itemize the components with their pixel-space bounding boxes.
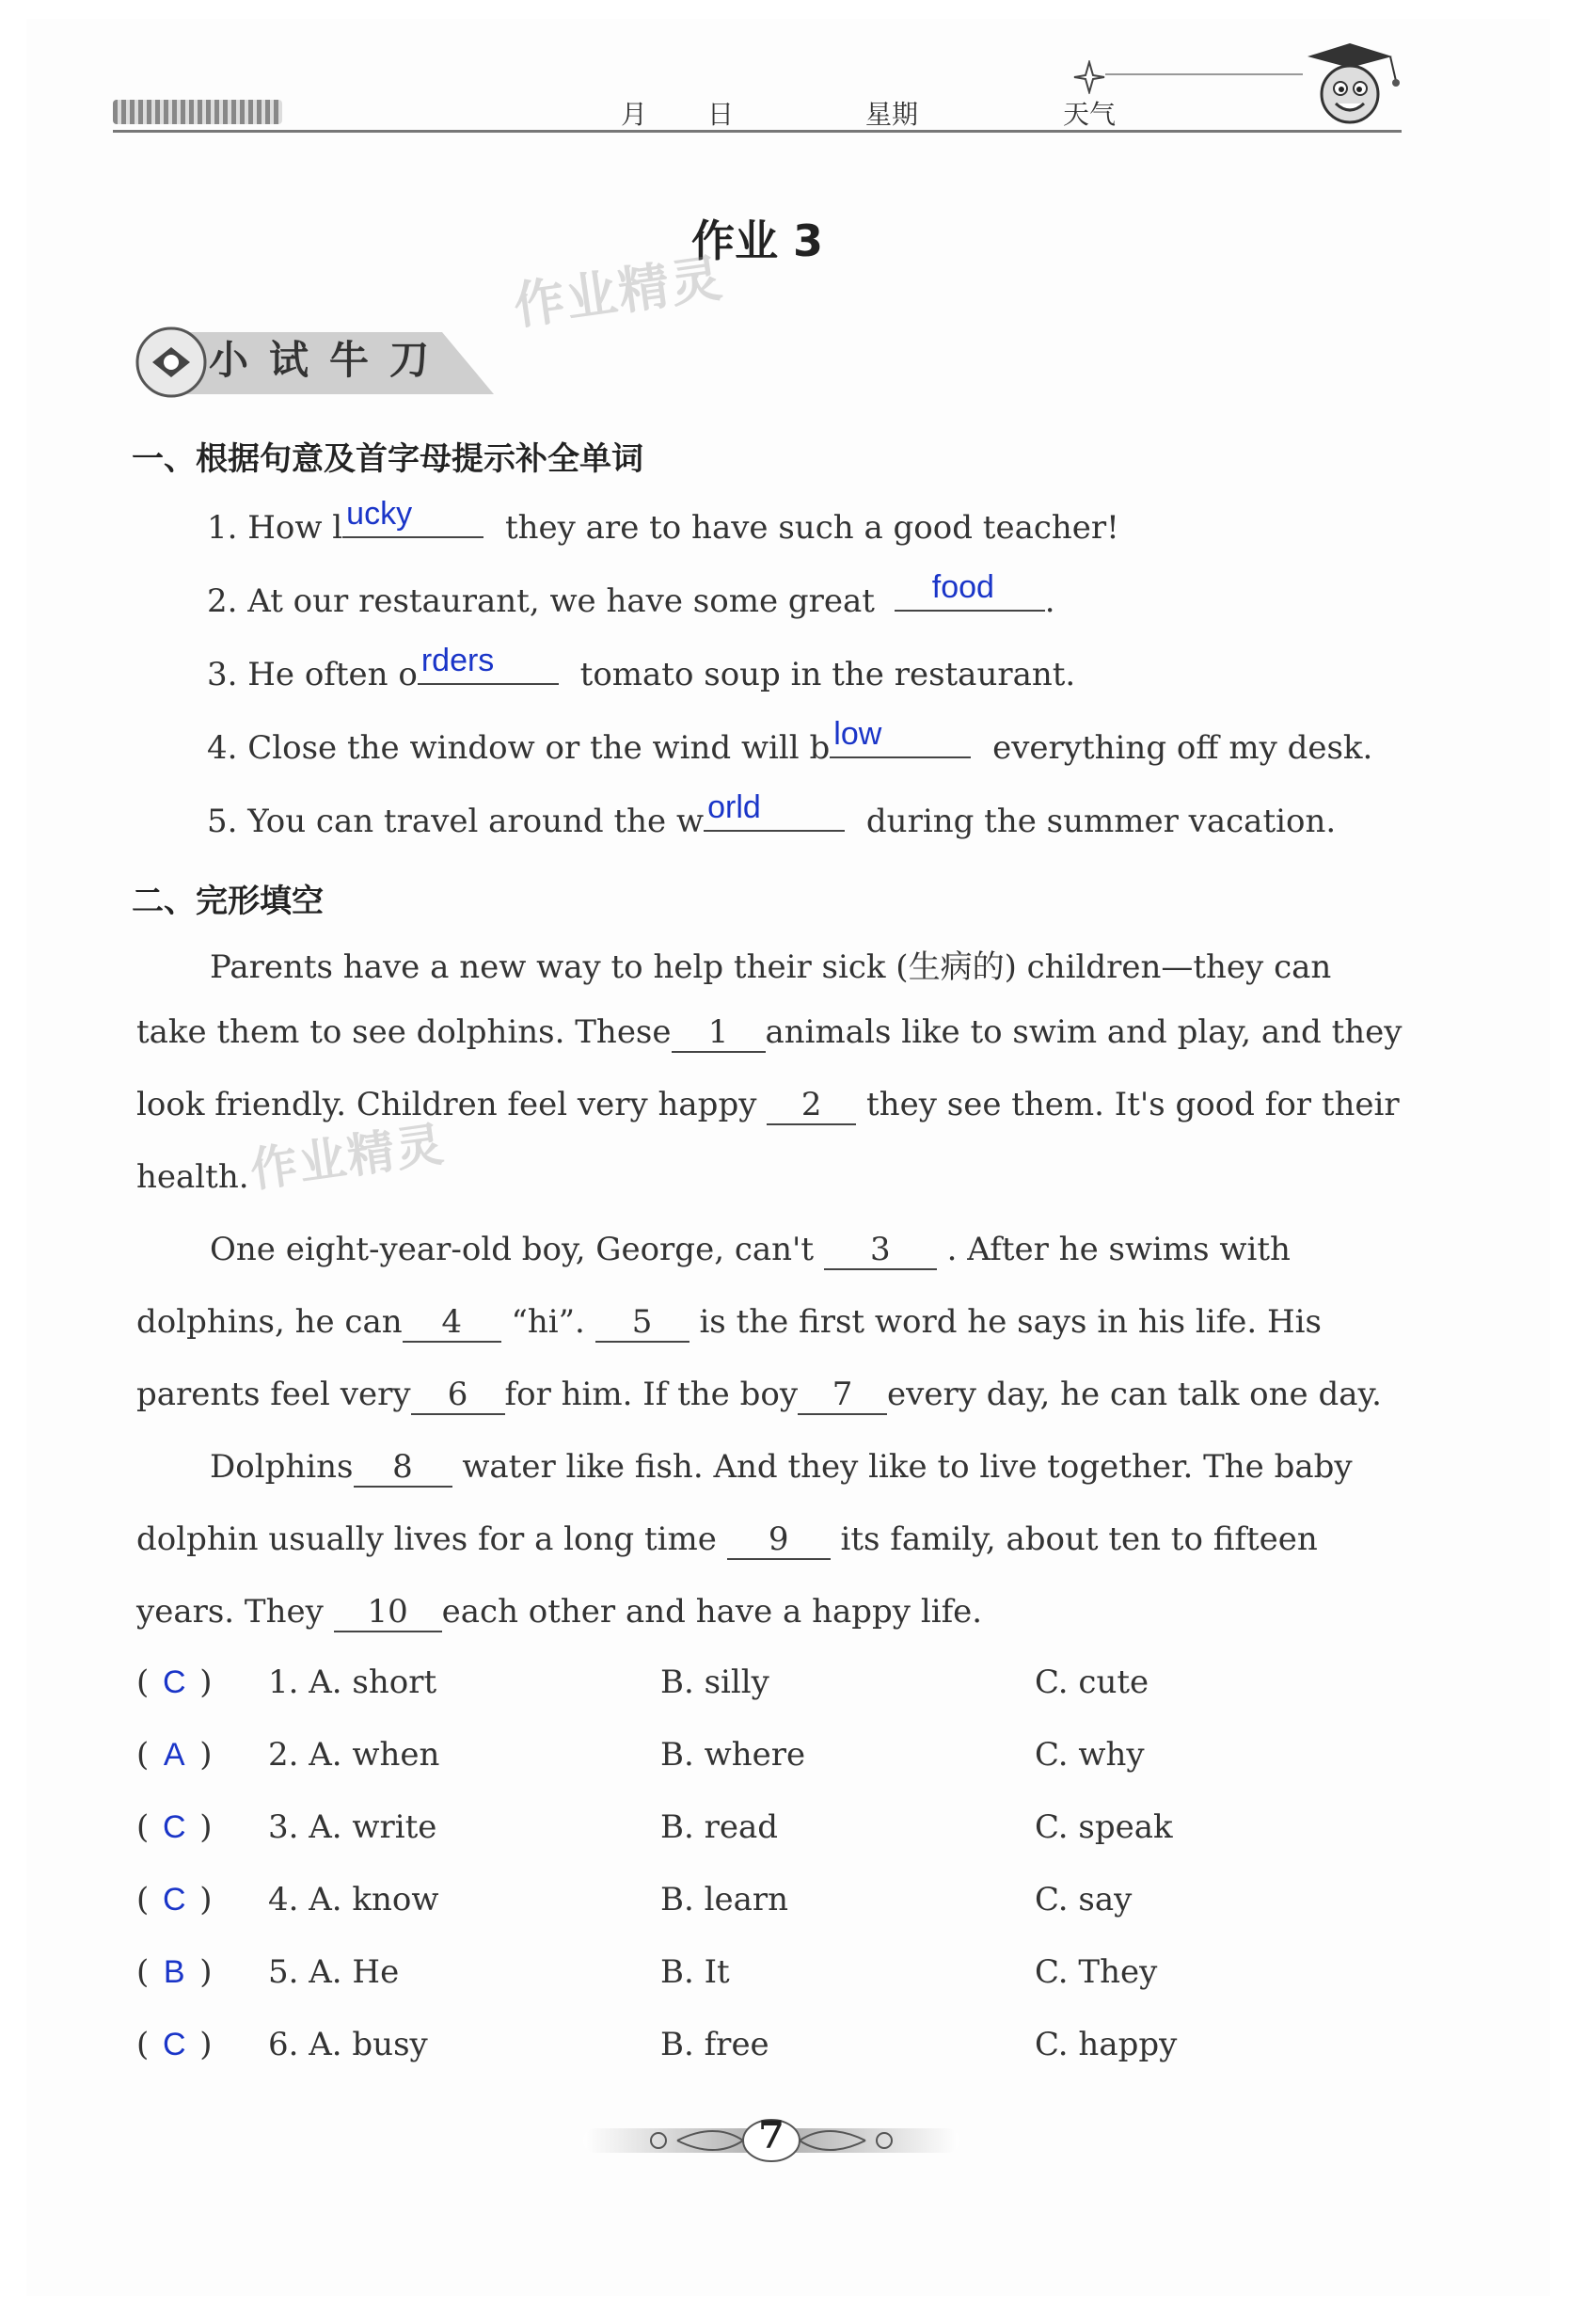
handwritten-choice: B: [163, 1954, 185, 1990]
handwritten-answer: orld: [707, 789, 761, 825]
cloze-blank: 5: [595, 1303, 689, 1343]
option-c: C. happy: [1035, 2026, 1178, 2063]
item-text: 4. Close the window or the wind will b: [207, 729, 831, 767]
passage-text: take them to see dolphins. These: [136, 1013, 672, 1051]
fill-item-1: [207, 496, 1119, 547]
handwritten-choice: C: [162, 2027, 186, 2062]
cloze-blank: 2: [767, 1086, 856, 1125]
header-weekday: 星期: [865, 99, 919, 130]
item-text: they are to have such a good teacher!: [504, 509, 1119, 547]
option-a: 4. A. know: [268, 1881, 439, 1918]
option-a: 2. A. when: [268, 1736, 440, 1774]
passage-line: [136, 1448, 1387, 1488]
fill-item-2: [207, 569, 1055, 620]
option-c: C. They: [1035, 1953, 1158, 1991]
option-b: B. read: [660, 1808, 779, 1846]
option-b: B. free: [660, 2026, 769, 2063]
option-b: B. silly: [660, 1663, 769, 1701]
handwritten-answer: low: [833, 716, 882, 752]
passage-line: Parents have a new way to help their sick (生病的) children—they can: [210, 948, 1332, 986]
passage-text: parents feel very: [136, 1376, 411, 1413]
cloze-blank: 7: [798, 1376, 887, 1415]
option-c: C. speak: [1035, 1808, 1173, 1846]
option-b: B. It: [660, 1953, 730, 1991]
option-c: C. why: [1035, 1736, 1145, 1774]
passage-text: its family, about ten to fifteen: [840, 1520, 1318, 1558]
item-text: during the summer vacation.: [865, 803, 1337, 840]
passage-line: [136, 1376, 1387, 1415]
pinwheel-icon: [1072, 60, 1106, 94]
handwritten-choice: C: [162, 1809, 186, 1845]
kite-string: [1105, 73, 1303, 75]
passage-text: water like fish. And they like to live together. The baby: [462, 1448, 1353, 1486]
answer-parens: ( C ): [136, 2026, 213, 2063]
passage-text: dolphins, he can: [136, 1303, 403, 1341]
passage-text: every day, he can talk one day.: [887, 1376, 1382, 1413]
header-rule: [113, 130, 1402, 133]
item-text: 1. How l: [207, 509, 343, 547]
cloze-blank: 8: [354, 1448, 452, 1488]
header-day: 日: [707, 99, 735, 130]
passage-text: is the first word he says in his life. His: [699, 1303, 1322, 1341]
section1-heading: 一、根据句意及首字母提示补全单词: [132, 440, 643, 478]
section2-heading: 二、完形填空: [132, 883, 324, 920]
passage-text: Dolphins: [210, 1448, 354, 1486]
banner-label-text: 小试牛刀: [209, 337, 451, 383]
answer-parens: ( C ): [136, 1808, 213, 1846]
passage-line: health.: [136, 1158, 249, 1196]
answer-parens: ( B ): [136, 1953, 213, 1991]
cloze-blank: 3: [824, 1231, 937, 1270]
answer-parens: ( C ): [136, 1881, 213, 1918]
fill-item-5: [207, 789, 1337, 840]
item-text: 5. You can travel around the w: [207, 803, 705, 840]
passage-text: animals like to swim and play, and they: [765, 1013, 1403, 1051]
answer-parens: ( A ): [136, 1736, 213, 1774]
option-c: C. cute: [1035, 1663, 1149, 1701]
handwritten-choice: C: [162, 1664, 186, 1700]
page-title: 作业 3: [691, 215, 824, 266]
answer-blank: [418, 643, 559, 685]
answer-blank: [895, 569, 1045, 612]
cloze-blank: 9: [727, 1520, 831, 1560]
handwritten-choice: C: [162, 1882, 186, 1918]
cloze-blank: 4: [403, 1303, 501, 1343]
item-text: 2. At our restaurant, we have some great: [207, 582, 875, 620]
passage-line: [136, 1231, 1387, 1270]
item-text: everything off my desk.: [992, 729, 1373, 767]
cloze-blank: 10: [334, 1593, 442, 1632]
cloze-blank: 6: [411, 1376, 505, 1415]
passage-text: each other and have a happy life.: [441, 1593, 983, 1631]
handwritten-answer: rders: [420, 643, 495, 678]
passage-line: [136, 1013, 1403, 1053]
option-a: 5. A. He: [268, 1953, 400, 1991]
mascot-icon: [1298, 36, 1402, 130]
passage-line: [136, 1520, 1387, 1560]
passage-text: . After he swims with: [946, 1231, 1291, 1268]
header-dotted-strip: [113, 100, 282, 124]
option-a: 3. A. write: [268, 1808, 437, 1846]
fill-item-4: [207, 716, 1373, 767]
passage-text: look friendly. Children feel very happy: [136, 1086, 757, 1123]
item-text: tomato soup in the restaurant.: [579, 656, 1076, 693]
passage-text: they see them. It's good for their: [866, 1086, 1400, 1123]
banner-label: [209, 329, 510, 395]
passage-line: [136, 1303, 1387, 1343]
handwritten-answer: ucky: [346, 496, 413, 532]
option-b: B. where: [660, 1736, 806, 1774]
handwritten-answer: food: [931, 569, 994, 605]
passage-line: [136, 1086, 1400, 1125]
answer-blank: [704, 789, 845, 832]
cloze-blank: 1: [672, 1013, 766, 1053]
passage-text: dolphin usually lives for a long time: [136, 1520, 717, 1558]
answer-blank: [830, 716, 971, 758]
handwritten-choice: A: [163, 1737, 185, 1773]
option-a: 6. A. busy: [268, 2026, 428, 2063]
option-b: B. learn: [660, 1881, 789, 1918]
passage-text: for him. If the boy: [504, 1376, 799, 1413]
passage-line: [136, 1593, 1387, 1632]
answer-blank: [342, 496, 483, 538]
passage-text: One eight-year-old boy, George, can't: [210, 1231, 815, 1268]
item-text: 3. He often o: [207, 656, 418, 693]
watermark: 作业精灵: [246, 1116, 449, 1199]
answer-parens: ( C ): [136, 1663, 213, 1701]
fill-item-3: [207, 643, 1076, 693]
header-month: 月: [621, 99, 648, 130]
option-a: 1. A. short: [268, 1663, 437, 1701]
option-c: C. say: [1035, 1881, 1133, 1918]
header-weather: 天气: [1063, 99, 1117, 130]
watermark: 作业精灵: [510, 247, 727, 337]
item-text: .: [1044, 582, 1055, 620]
passage-text: “hi”.: [511, 1303, 585, 1341]
passage-text: years. They: [136, 1593, 324, 1631]
page-number: 7: [758, 2113, 785, 2157]
